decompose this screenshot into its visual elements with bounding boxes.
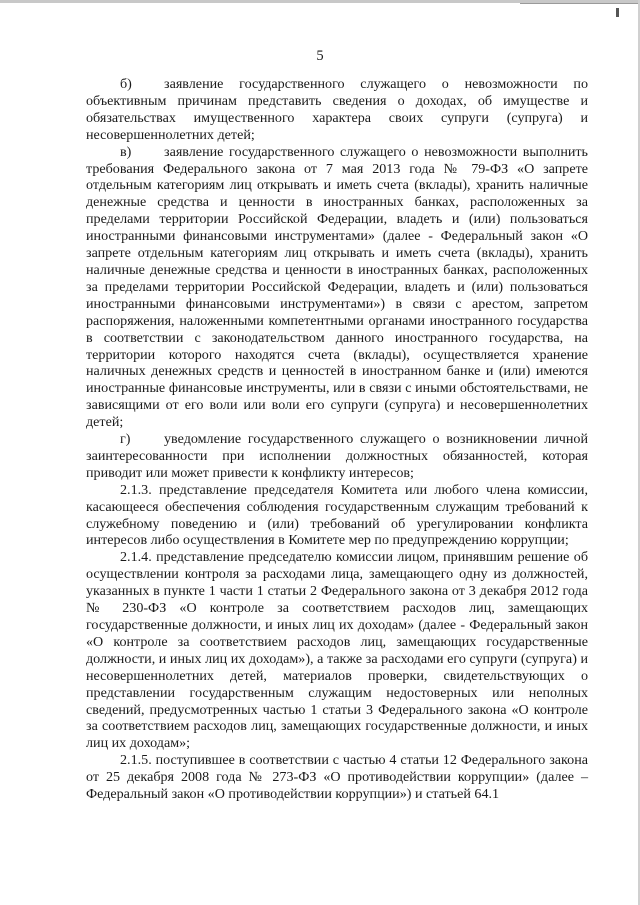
paragraph-2-1-5: 2.1.5. поступившее в соответствии с частью 4 статьи 12 Федерального закона от 25 декабря 2008 года № 273-ФЗ «О противодействии коррупции» (далее – Федеральный закон «О противодействии коррупции») и статьей 64.1 [86,752,588,803]
scan-mark [616,8,619,17]
paragraph-v-text: заявление государственного служащего о невозможности выполнить требования Федерального закона от 7 мая 2013 года № 79-ФЗ «О запрете отдельным категориям лиц открывать и иметь счета (вклады), хранить наличные денежные средства и ценности в иностранных банках, расположенных за пределами территории Российской Федерации, владеть и (или) пользоваться иностранными финансовыми инструментами» (далее - Федеральный закон «О запрете отдельным категориям лиц открывать и иметь счета (вклады), хранить наличные денежные средства и ценности в иностранных банках, расположенных за пределами территории Российской Федерации, владеть и (или) пользоваться иностранными финансовыми инструментами») в связи с арестом, запретом распоряжения, наложенными компетентными органами иностранного государства в соответствии с законодательством данного иностранного государства, на территории которого находятся счета (вклады), осуществляется хранение наличных денежных средств и ценностей в иностранном банке и (или) имеются иностранные финансовые инструменты, или в связи с иными обстоятельствами, не зависящими от его воли или воли его супруги (супруга) и несовершеннолетних детей; [86,143,588,431]
document-body [86,76,588,803]
item-letter-b: б) [120,76,132,92]
scan-edge-top [0,0,640,3]
paragraph-2-1-3: 2.1.3. представление председателя Комитета или любого члена комиссии, касающееся обеспечения соблюдения государственным служащим требований к служебному поведению и (или) требований об урегулировании конфликта интересов либо осуществления в Комитете мер по предупреждению коррупции; [86,481,588,549]
item-letter-g: г) [120,431,131,448]
paragraph-b-text: заявление государственного служащего о невозможности по объективным причинам представить сведения о доходах, об имуществе и обязательствах имущественного характера своих супруги (супруга) и несовершеннолетних детей; [86,76,588,143]
item-letter-v: в) [120,143,132,160]
page-number: 5 [316,48,324,64]
paragraph-g [86,431,588,482]
paragraph-2-1-4: 2.1.4. представление председателю комиссии лицом, принявшим решение об осуществлении контроля за расходами лица, замещающего одну из должностей, указанных в пункте 1 части 1 статьи 2 Федерального закона от 3 декабря 2012 года № 230-ФЗ «О контроле за соответствием расходов лиц, замещающих государственные должности, и иных лиц их доходам» (далее - Федеральный закон «О контроле за соответствием расходов лиц, замещающих государственные должности, и иных лиц их доходам»), а также за расходами его супруги (супруга) и несовершеннолетних детей, материалов проверки, свидетельствующих о представлении государственным служащим недостоверных или неполных сведений, предусмотренных частью 1 статьи 3 Федерального закона «О контроле за соответствием расходов лиц, замещающих государственные должности, и иных лиц их доходам»; [86,549,588,752]
paragraph-g-text: уведомление государственного служащего о возникновении личной заинтересованности при исполнении должностных обязанностей, которая приводит или может привести к конфликту интересов; [86,431,588,481]
paragraph-v [86,144,588,431]
paragraph-b [86,76,588,144]
